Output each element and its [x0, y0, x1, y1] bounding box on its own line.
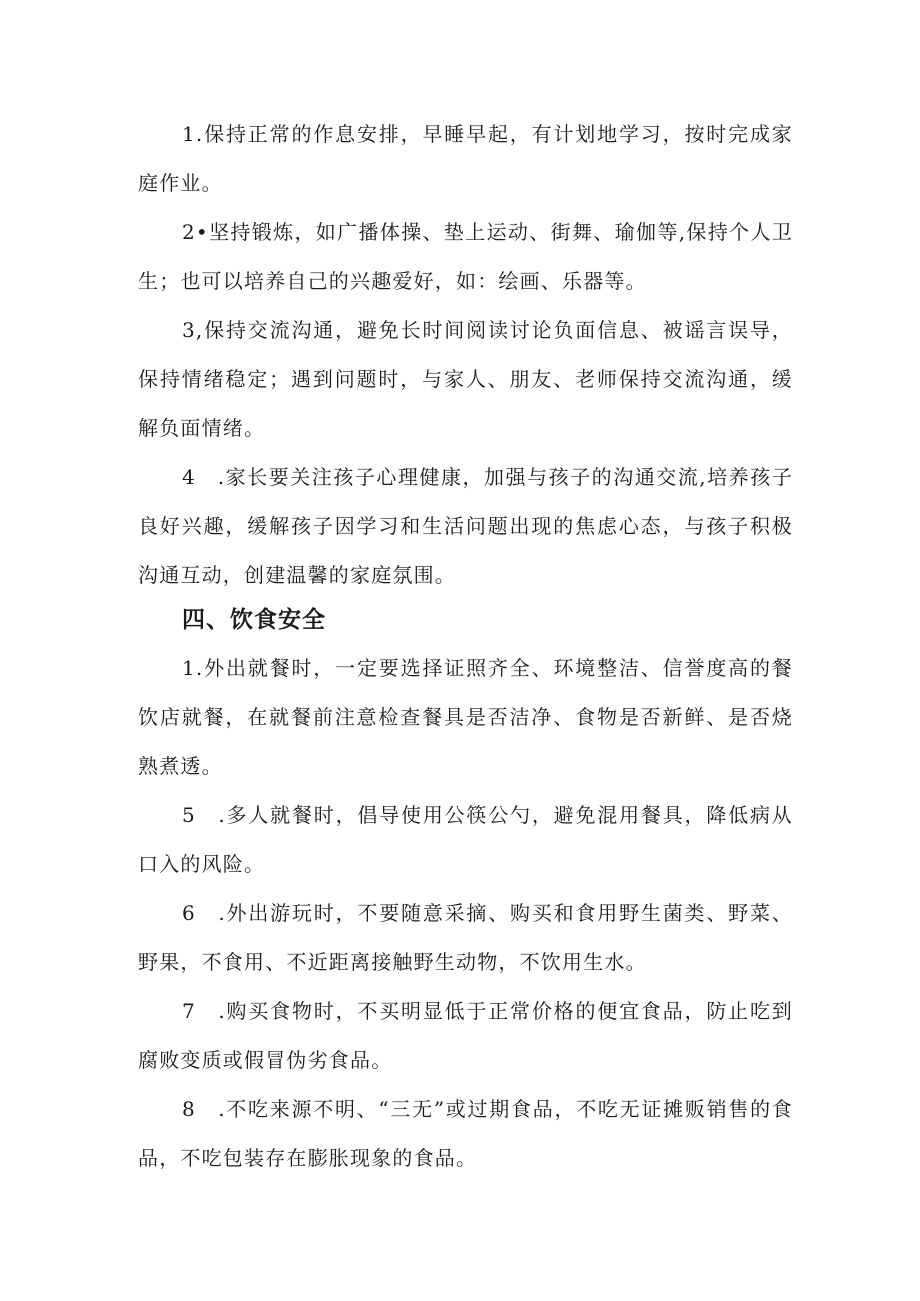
paragraph-mental-3: 3,保持交流沟通，避免长时间阅读讨论负面信息、被谣言误导，保持情绪稳定；遇到问题时，与家人、朋友、老师保持交流沟通，缓解负面情绪。: [138, 318, 793, 440]
paragraph-food-7: 7 .购买食物时，不买明显低于正常价格的便宜食品，防止吃到腐败变质或假冒伪劣食品。: [138, 999, 793, 1072]
paragraph-mental-1: 1.保持正常的作息安排，早睡早起，有计划地学习，按时完成家庭作业。: [138, 122, 793, 195]
paragraph-mental-2: 2•坚持锻炼，如广播体操、垫上运动、街舞、瑜伽等,保持个人卫生；也可以培养自己的兴趣爱好，如：绘画、乐器等。: [138, 220, 793, 293]
paragraph-food-5: 5 .多人就餐时，倡导使用公筷公勺，避免混用餐具，降低病从口入的风险。: [138, 803, 793, 876]
paragraph-food-6: 6 .外出游玩时，不要随意采摘、购买和食用野生菌类、野菜、野果，不食用、不近距离接触野生动物，不饮用生水。: [138, 901, 793, 974]
paragraph-food-8: 8 .不吃来源不明、“三无”或过期食品，不吃无证摊贩销售的食品，不吃包装存在膨胀现象的食品。: [138, 1097, 793, 1170]
section-heading-food-safety: 四、饮食安全: [182, 607, 326, 633]
paragraph-mental-4: 4 .家长要关注孩子心理健康，加强与孩子的沟通交流,培养孩子良好兴趣，缓解孩子因学习和生活问题出现的焦虑心态，与孩子积极沟通互动，创建温馨的家庭氛围。: [138, 465, 793, 587]
paragraph-food-1: 1.外出就餐时，一定要选择证照齐全、环境整洁、信誉度高的餐饮店就餐，在就餐前注意检查餐具是否洁净、食物是否新鲜、是否烧熟煮透。: [138, 656, 793, 778]
